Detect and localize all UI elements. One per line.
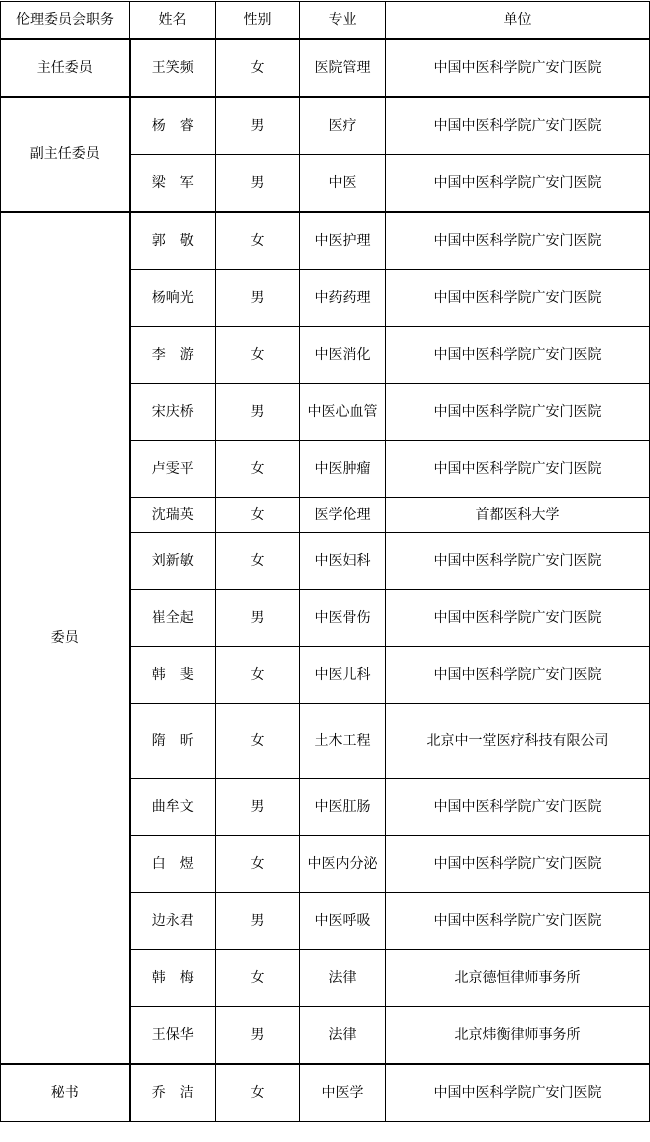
major-cell: 中医护理 xyxy=(300,212,386,270)
header-major: 专业 xyxy=(300,2,386,40)
table-row xyxy=(1,97,650,155)
name-cell: 郭 敬 xyxy=(130,212,216,270)
gender-cell: 男 xyxy=(216,1007,300,1065)
unit-cell: 中国中医科学院广安门医院 xyxy=(386,893,650,950)
major-cell: 中医肿瘤 xyxy=(300,441,386,498)
name-cell: 韩 梅 xyxy=(130,950,216,1007)
major-cell: 中医呼吸 xyxy=(300,893,386,950)
unit-cell: 中国中医科学院广安门医院 xyxy=(386,647,650,704)
header-name: 姓名 xyxy=(130,2,216,40)
gender-cell: 男 xyxy=(216,97,300,155)
ethics-committee-table xyxy=(0,1,650,1122)
gender-cell: 女 xyxy=(216,1064,300,1122)
unit-cell: 中国中医科学院广安门医院 xyxy=(386,327,650,384)
header-role: 伦理委员会职务 xyxy=(1,2,130,40)
major-cell: 医学伦理 xyxy=(300,498,386,533)
gender-cell: 女 xyxy=(216,441,300,498)
major-cell: 法律 xyxy=(300,1007,386,1065)
gender-cell: 男 xyxy=(216,779,300,836)
major-cell: 医院管理 xyxy=(300,39,386,97)
role-cell: 委员 xyxy=(1,212,130,1064)
unit-cell: 北京中一堂医疗科技有限公司 xyxy=(386,704,650,779)
name-cell: 李 游 xyxy=(130,327,216,384)
major-cell: 中医学 xyxy=(300,1064,386,1122)
gender-cell: 男 xyxy=(216,155,300,213)
name-cell: 白 煜 xyxy=(130,836,216,893)
gender-cell: 男 xyxy=(216,893,300,950)
gender-cell: 女 xyxy=(216,836,300,893)
unit-cell: 中国中医科学院广安门医院 xyxy=(386,441,650,498)
gender-cell: 女 xyxy=(216,39,300,97)
name-cell: 杨响光 xyxy=(130,270,216,327)
table-row xyxy=(1,39,650,97)
unit-cell: 中国中医科学院广安门医院 xyxy=(386,779,650,836)
name-cell: 沈瑞英 xyxy=(130,498,216,533)
name-cell: 卢雯平 xyxy=(130,441,216,498)
major-cell: 中医骨伤 xyxy=(300,590,386,647)
gender-cell: 女 xyxy=(216,647,300,704)
gender-cell: 女 xyxy=(216,498,300,533)
major-cell: 中医肛肠 xyxy=(300,779,386,836)
unit-cell: 中国中医科学院广安门医院 xyxy=(386,97,650,155)
name-cell: 宋庆桥 xyxy=(130,384,216,441)
name-cell: 崔全起 xyxy=(130,590,216,647)
unit-cell: 中国中医科学院广安门医院 xyxy=(386,590,650,647)
name-cell: 韩 斐 xyxy=(130,647,216,704)
gender-cell: 女 xyxy=(216,950,300,1007)
name-cell: 曲牟文 xyxy=(130,779,216,836)
unit-cell: 北京炜衡律师事务所 xyxy=(386,1007,650,1065)
unit-cell: 中国中医科学院广安门医院 xyxy=(386,533,650,590)
name-cell: 隋 昕 xyxy=(130,704,216,779)
gender-cell: 男 xyxy=(216,384,300,441)
major-cell: 法律 xyxy=(300,950,386,1007)
role-cell: 副主任委员 xyxy=(1,97,130,212)
gender-cell: 女 xyxy=(216,533,300,590)
table-row xyxy=(1,1064,650,1122)
role-cell: 主任委员 xyxy=(1,39,130,97)
major-cell: 中医儿科 xyxy=(300,647,386,704)
unit-cell: 中国中医科学院广安门医院 xyxy=(386,39,650,97)
major-cell: 中医妇科 xyxy=(300,533,386,590)
unit-cell: 北京德恒律师事务所 xyxy=(386,950,650,1007)
unit-cell: 中国中医科学院广安门医院 xyxy=(386,155,650,213)
header-row xyxy=(1,2,650,40)
unit-cell: 首都医科大学 xyxy=(386,498,650,533)
major-cell: 中药药理 xyxy=(300,270,386,327)
name-cell: 杨 睿 xyxy=(130,97,216,155)
gender-cell: 女 xyxy=(216,327,300,384)
table-row xyxy=(1,212,650,270)
unit-cell: 中国中医科学院广安门医院 xyxy=(386,270,650,327)
gender-cell: 女 xyxy=(216,212,300,270)
major-cell: 中医 xyxy=(300,155,386,213)
role-cell: 秘书 xyxy=(1,1064,130,1122)
header-unit: 单位 xyxy=(386,2,650,40)
major-cell: 中医心血管 xyxy=(300,384,386,441)
unit-cell: 中国中医科学院广安门医院 xyxy=(386,1064,650,1122)
gender-cell: 女 xyxy=(216,704,300,779)
name-cell: 王笑频 xyxy=(130,39,216,97)
name-cell: 王保华 xyxy=(130,1007,216,1065)
major-cell: 中医内分泌 xyxy=(300,836,386,893)
header-gender: 性别 xyxy=(216,2,300,40)
name-cell: 梁 军 xyxy=(130,155,216,213)
unit-cell: 中国中医科学院广安门医院 xyxy=(386,836,650,893)
major-cell: 中医消化 xyxy=(300,327,386,384)
unit-cell: 中国中医科学院广安门医院 xyxy=(386,212,650,270)
table-body xyxy=(1,39,650,1122)
unit-cell: 中国中医科学院广安门医院 xyxy=(386,384,650,441)
name-cell: 边永君 xyxy=(130,893,216,950)
major-cell: 医疗 xyxy=(300,97,386,155)
major-cell: 土木工程 xyxy=(300,704,386,779)
gender-cell: 男 xyxy=(216,270,300,327)
name-cell: 刘新敏 xyxy=(130,533,216,590)
name-cell: 乔 洁 xyxy=(130,1064,216,1122)
gender-cell: 男 xyxy=(216,590,300,647)
